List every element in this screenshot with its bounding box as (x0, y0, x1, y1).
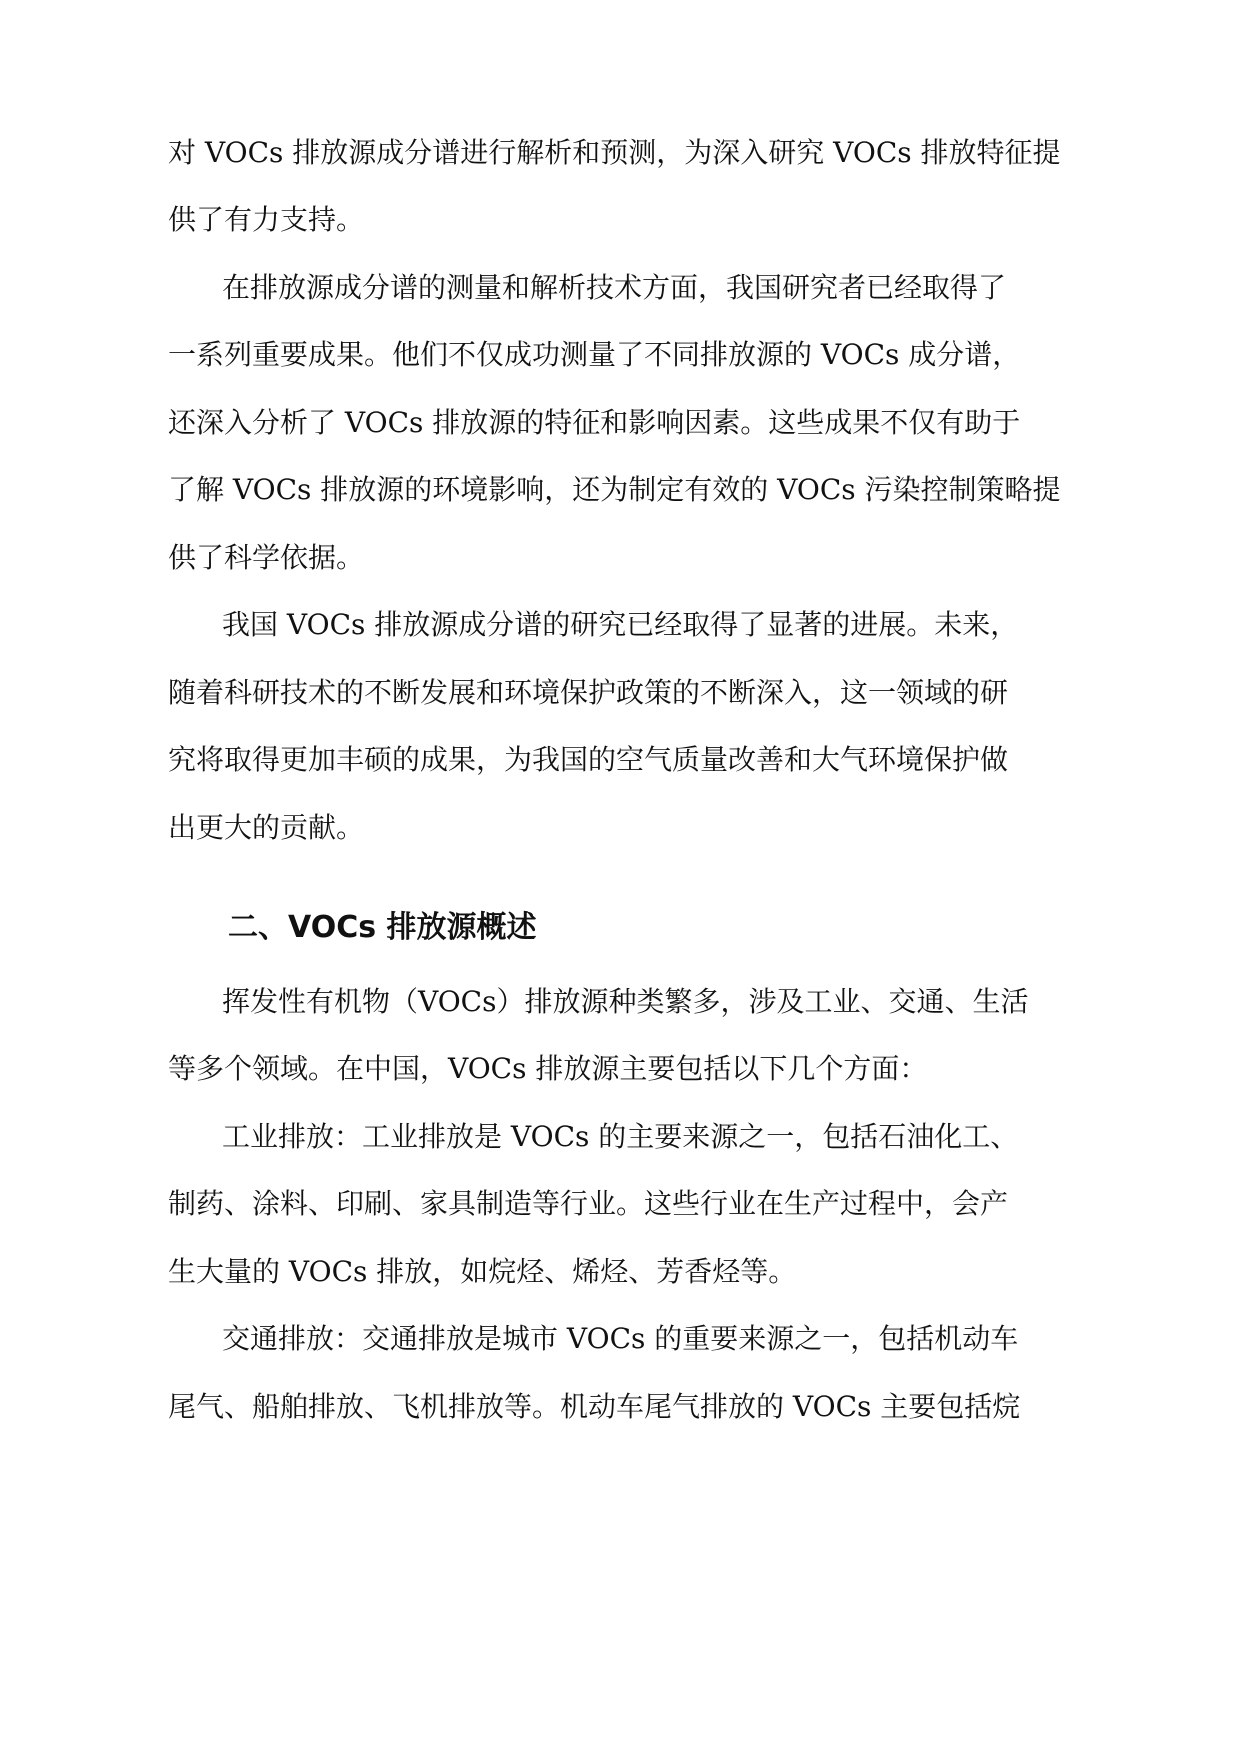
text-line-content: 了解 VOCs 排放源的环境影响，还为制定有效的 VOCs 污染控制策略提 (168, 473, 1061, 506)
body-text-line (0, 133, 1241, 173)
body-text-line (0, 200, 1241, 240)
text-line-content: 工业排放：工业排放是 VOCs 的主要来源之一，包括石油化工、 (222, 1120, 1019, 1153)
text-line-content: 供了科学依据。 (168, 541, 365, 574)
body-text-line (0, 1184, 1241, 1224)
body-text-line (0, 605, 1241, 645)
text-line-content: 随着科研技术的不断发展和环境保护政策的不断深入，这一领域的研 (168, 676, 1009, 709)
text-line-content: 尾气、船舶排放、飞机排放等。机动车尾气排放的 VOCs 主要包括烷 (168, 1390, 1021, 1423)
text-line-content: 生大量的 VOCs 排放，如烷烃、烯烃、芳香烃等。 (168, 1255, 797, 1288)
body-text-line (0, 740, 1241, 780)
body-text-line (0, 808, 1241, 848)
text-line-content: 制药、涂料、印刷、家具制造等行业。这些行业在生产过程中，会产 (168, 1187, 1009, 1220)
text-line-content: 一系列重要成果。他们不仅成功测量了不同排放源的 VOCs 成分谱， (168, 338, 1021, 371)
text-line-content: 在排放源成分谱的测量和解析技术方面，我国研究者已经取得了 (222, 271, 1007, 304)
body-text-line (0, 335, 1241, 375)
body-text-line (0, 982, 1241, 1022)
text-line-content: 挥发性有机物（VOCs）排放源种类繁多，涉及工业、交通、生活 (222, 985, 1029, 1018)
text-line-content: 出更大的贡献。 (168, 811, 365, 844)
text-line-content: 交通排放：交通排放是城市 VOCs 的重要来源之一，包括机动车 (222, 1322, 1019, 1355)
text-line-content: 供了有力支持。 (168, 203, 365, 236)
body-text-line (0, 403, 1241, 443)
body-text-line (0, 1252, 1241, 1292)
text-line-content: 还深入分析了 VOCs 排放源的特征和影响因素。这些成果不仅有助于 (168, 406, 1021, 439)
section-heading: 二、VOCs 排放源概述 (228, 910, 537, 945)
body-text-line (0, 673, 1241, 713)
body-text-line (0, 1319, 1241, 1359)
body-text-line (0, 538, 1241, 578)
body-text-line (0, 268, 1241, 308)
body-text-line (0, 470, 1241, 510)
body-text-line (0, 1387, 1241, 1427)
text-line-content: 等多个领域。在中国，VOCs 排放源主要包括以下几个方面： (168, 1052, 928, 1085)
text-line-content: 对 VOCs 排放源成分谱进行解析和预测，为深入研究 VOCs 排放特征提 (168, 136, 1061, 169)
text-line-content: 究将取得更加丰硕的成果，为我国的空气质量改善和大气环境保护做 (168, 743, 1009, 776)
text-line-content: 我国 VOCs 排放源成分谱的研究已经取得了显著的进展。未来， (222, 608, 1019, 641)
body-text-line (0, 1049, 1241, 1089)
body-text-line (0, 1117, 1241, 1157)
